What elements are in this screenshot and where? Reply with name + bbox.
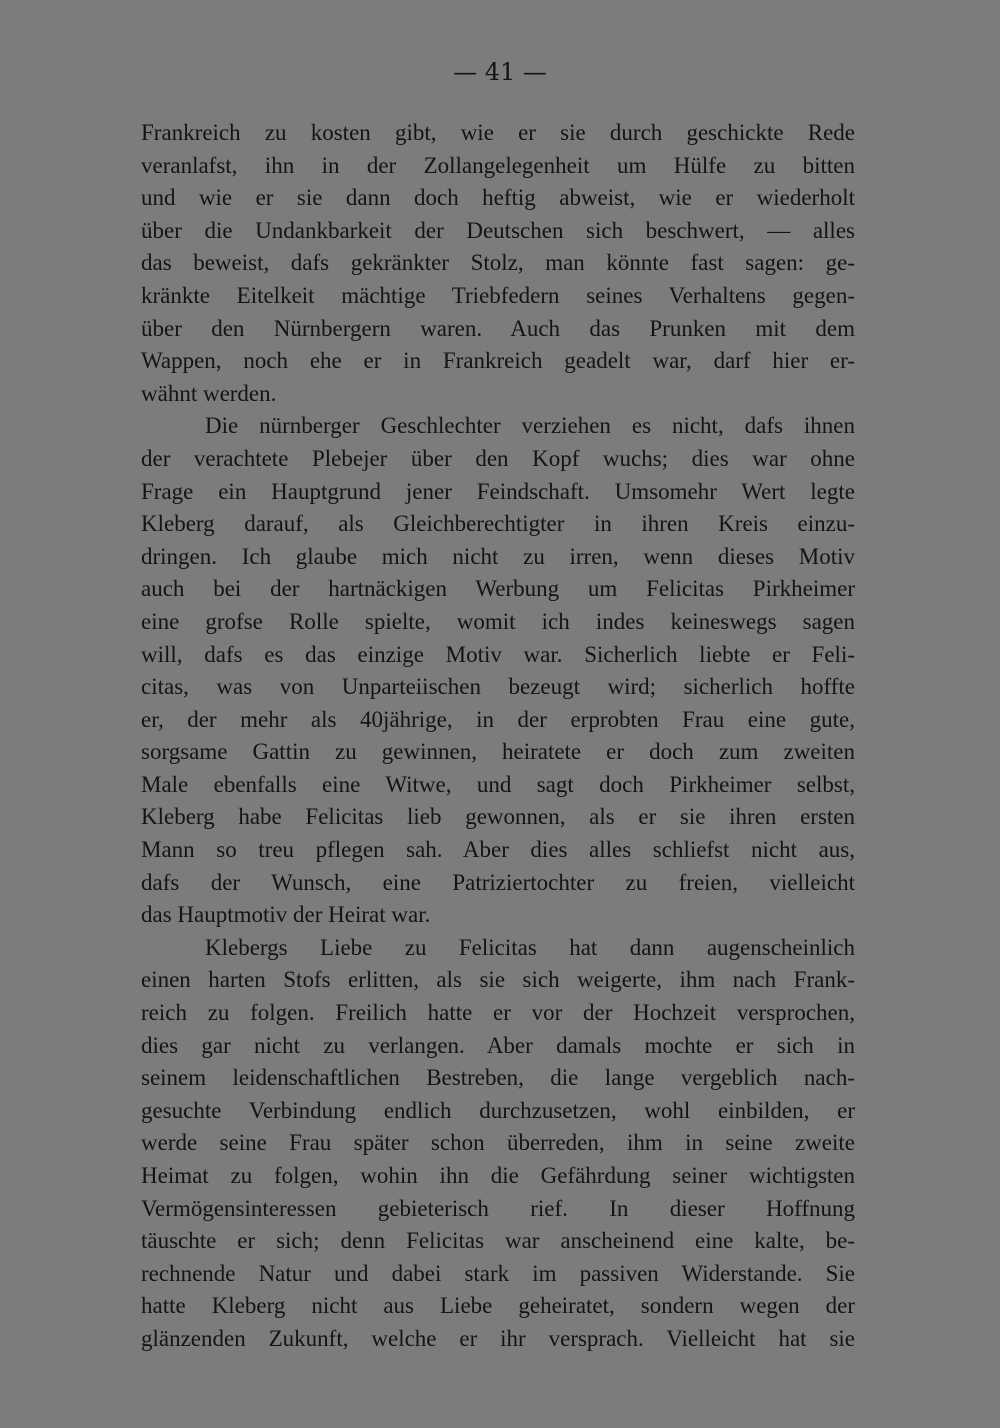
- text-line: das Hauptmotiv der Heirat war.: [141, 902, 431, 928]
- text-line: eine grofse Rolle spielte, womit ich indes keineswegs sagen: [141, 608, 855, 634]
- text-line: seinem leidenschaftlichen Bestreben, die lange vergeblich nach-: [141, 1065, 855, 1091]
- text-line: auch bei der hartnäckigen Werbung um Felicitas Pirkheimer: [141, 576, 855, 602]
- text-line: reich zu folgen. Freilich hatte er vor der Hochzeit versprochen,: [141, 1000, 855, 1026]
- text-line: glänzenden Zukunft, welche er ihr versprach. Vielleicht hat sie: [141, 1325, 855, 1351]
- text-line: dringen. Ich glaube mich nicht zu irren, wenn dieses Motiv: [141, 543, 855, 569]
- text-line: werde seine Frau später schon überreden, ihm in seine zweite: [141, 1130, 855, 1156]
- text-line: Kleberg habe Felicitas lieb gewonnen, als er sie ihren ersten: [141, 804, 855, 830]
- body-text: [141, 117, 855, 1356]
- text-line: der verachtete Plebejer über den Kopf wuchs; dies war ohne: [141, 445, 855, 471]
- text-line: über die Undankbarkeit der Deutschen sich beschwert, — alles: [141, 217, 855, 243]
- text-line: Heimat zu folgen, wohin ihn die Gefährdung seiner wichtigsten: [141, 1163, 855, 1188]
- text-line: Vermögensinteressen gebieterisch rief. In dieser Hoffnung: [141, 1195, 855, 1221]
- text-line: Male ebenfalls eine Witwe, und sagt doch Pirkheimer selbst,: [141, 771, 855, 797]
- text-line: Kleberg darauf, als Gleichberechtigter in ihren Kreis einzu-: [141, 511, 855, 537]
- text-line: dafs der Wunsch, eine Patriziertochter zu freien, vielleicht: [141, 869, 855, 895]
- text-line: hatte Kleberg nicht aus Liebe geheiratet, sondern wegen der: [141, 1293, 855, 1319]
- text-line: er, der mehr als 40jährige, in der erprobten Frau eine gute,: [141, 706, 855, 732]
- text-line: veranlafst, ihn in der Zollangelegenheit um Hülfe zu bitten: [141, 152, 855, 178]
- paragraph-start-line: Klebergs Liebe zu Felicitas hat dann augenscheinlich: [205, 934, 855, 960]
- paragraph-start-line: Die nürnberger Geschlechter verziehen es nicht, dafs ihnen: [205, 413, 855, 439]
- text-line: rechnende Natur und dabei stark im passiven Widerstande. Sie: [141, 1260, 855, 1286]
- text-line: Wappen, noch ehe er in Frankreich geadelt war, darf hier er-: [141, 348, 855, 374]
- text-line: das beweist, dafs gekränkter Stolz, man könnte fast sagen: ge-: [141, 250, 855, 276]
- text-line: gesuchte Verbindung endlich durchzusetzen, wohl einbilden, er: [141, 1097, 855, 1123]
- text-line: wähnt werden.: [141, 380, 277, 406]
- text-line: einen harten Stofs erlitten, als sie sich weigerte, ihm nach Frank-: [141, 967, 855, 993]
- text-line: täuschte er sich; denn Felicitas war anscheinend eine kalte, be-: [141, 1228, 855, 1254]
- text-line: dies gar nicht zu verlangen. Aber damals mochte er sich in: [141, 1032, 855, 1058]
- text-line: will, dafs es das einzige Motiv war. Sicherlich liebte er Feli-: [141, 641, 855, 667]
- text-line: Mann so treu pflegen sah. Aber dies alles schliefst nicht aus,: [141, 837, 855, 863]
- text-line: sorgsame Gattin zu gewinnen, heiratete er doch zum zweiten: [141, 739, 855, 765]
- text-line: Frankreich zu kosten gibt, wie er sie durch geschickte Rede: [141, 120, 855, 145]
- text-line: über den Nürnbergern waren. Auch das Prunken mit dem: [141, 315, 855, 341]
- text-line: kränkte Eitelkeit mächtige Triebfedern seines Verhaltens gegen-: [141, 282, 855, 308]
- text-line: Frage ein Hauptgrund jener Feindschaft. Umsomehr Wert legte: [141, 478, 855, 504]
- text-line: citas, was von Unparteiischen bezeugt wird; sicherlich hoffte: [141, 674, 855, 700]
- page-number: — 41 —: [453, 58, 547, 86]
- text-line: und wie er sie dann doch heftig abweist, wie er wiederholt: [141, 185, 855, 211]
